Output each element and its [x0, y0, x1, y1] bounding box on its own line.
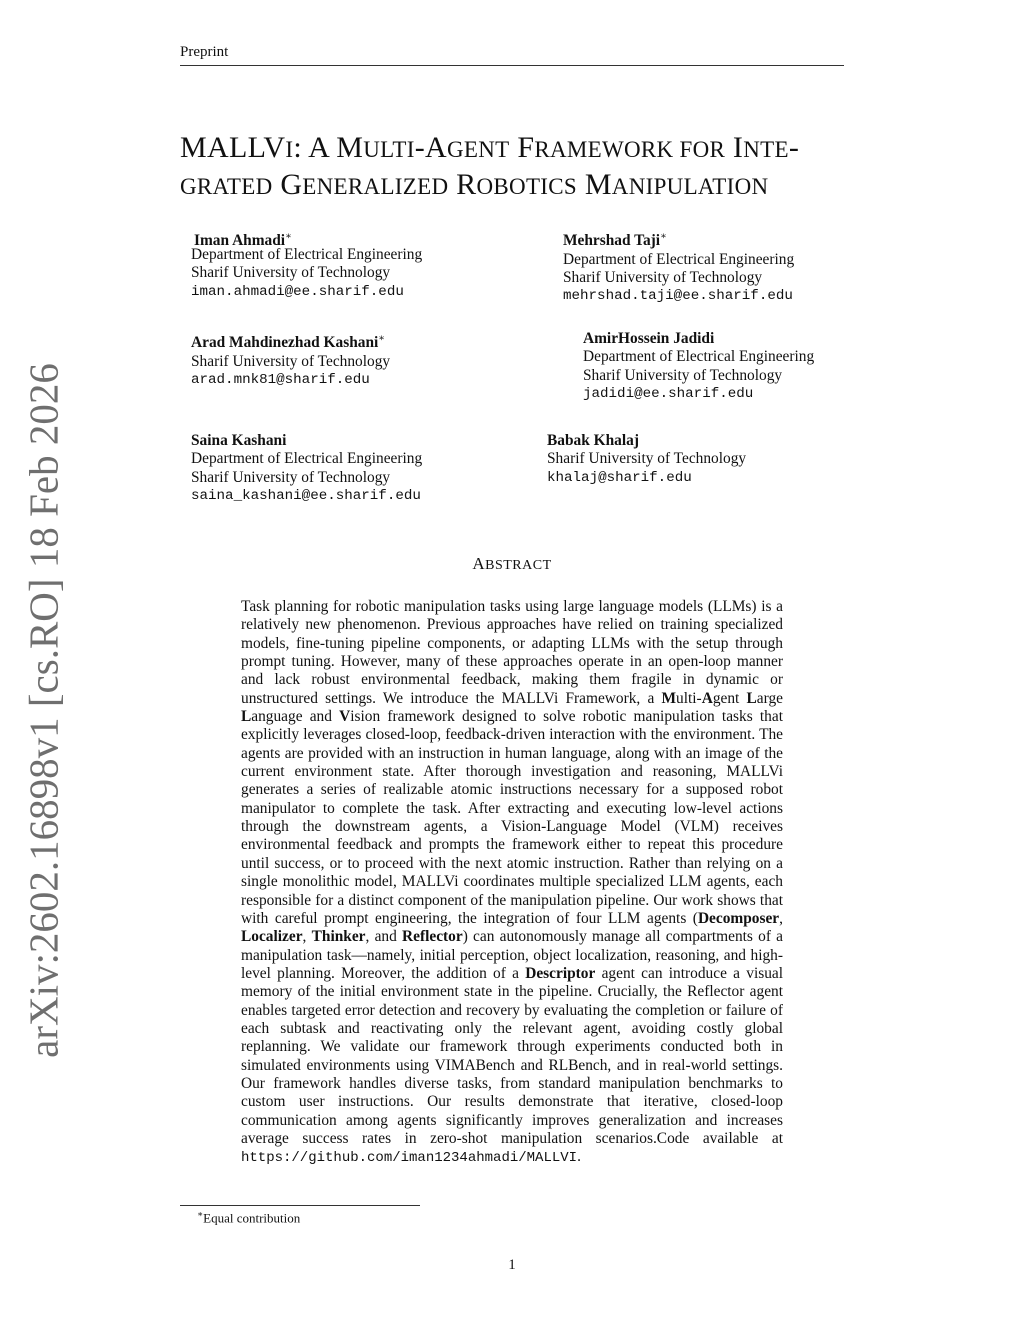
author-university: Sharif University of Technology: [563, 268, 763, 286]
author-department: Department of Electrical Engineering: [563, 250, 795, 268]
abstract-text: ision framework designed to solve robotic manipulation tasks that explicitly leverages closed-loop, feedback-driven interaction with the environment. The agents are provided with an instruction in human language, along with an image of the current environment state. After thorough investigation and reasoning, MALLVi generates a series of realizable atomic instructions necessary for a supposed robot manipulator to complete the task. After extracting and executing low-level actions through the downstream agents, a Vision-Language Model (VLM) receives environmental feedback and prompts the framework either to repeat this procedure until success, or to proceed with the next atomic instruction. Rather than relying on a single monolithic model, MALLVi coordinates multiple specialized LLM agents, each responsible for a distinct component of the manipulation pipeline. Our work shows that with careful prompt engineering, the integration of four LLM agents (: [241, 708, 783, 927]
author-email: iman.ahmadi@ee.sharif.edu: [191, 283, 404, 300]
running-header: Preprint: [180, 44, 229, 60]
abstract-body: [241, 598, 783, 1168]
author-email: mehrshad.taji@ee.sharif.edu: [563, 288, 793, 305]
title-segment: -A: [414, 131, 447, 164]
bold-term: V: [339, 708, 351, 726]
abstract-text: , and: [365, 928, 403, 946]
author-affiliation: [191, 246, 422, 301]
page-number: 1: [508, 1257, 516, 1273]
title-segment: : A M: [293, 131, 364, 164]
title-segment: I: [285, 137, 294, 162]
author-university: Sharif University of Technology: [191, 468, 391, 486]
author-department: Department of Electrical Engineering: [191, 246, 423, 263]
bold-term: M: [661, 689, 677, 707]
title-segment: ULTI: [363, 137, 415, 162]
title-segment: -: [788, 131, 800, 164]
abstract-text: gent: [712, 689, 747, 707]
abstract-text: ulti-: [676, 689, 702, 707]
arxiv-identifier-stamp: arXiv:2602.16898v1 [cs.RO] 18 Feb 2026: [20, 363, 67, 1058]
author-block: [563, 228, 794, 306]
bold-term: Reflector: [402, 928, 463, 946]
author-name: Arad Mahdinezhad Kashani: [191, 334, 379, 352]
author-email: arad.mnk81@sharif.edu: [191, 371, 370, 388]
abstract-text: Task planning for robotic manipulation tasks using large language models (LLMs) is a relatively new phenomenon. Previous approaches have relied on training specialized models, fine-tuning pipeline components, or adapting LLMs with the setup through prompt tuning. However, many of these approaches operate in an open-loop manner and lack robust environmental feedback, making them fragile in dynamic or unstructured settings. We introduce the MALLVi Framework, a: [241, 598, 783, 707]
paper-title-line-1: [180, 133, 799, 163]
abstract-text: arge: [756, 689, 783, 707]
title-segment: R: [448, 168, 477, 201]
title-segment: ENERALIZED: [302, 174, 449, 199]
title-segment: GENT: [446, 137, 510, 162]
author-block: [547, 432, 746, 487]
code-link[interactable]: https://github.com/iman1234ahmadi/MALLVI: [241, 1150, 578, 1167]
author-email: saina_kashani@ee.sharif.edu: [191, 488, 421, 505]
author-university: Sharif University of Technology: [583, 366, 783, 384]
author-name: Babak Khalaj: [547, 432, 639, 449]
author-name: AmirHossein Jadidi: [583, 330, 715, 347]
author-email: jadidi@ee.sharif.edu: [583, 386, 754, 403]
title-segment: F: [509, 131, 535, 164]
abstract-heading: [0, 554, 1024, 574]
author-block: [583, 330, 814, 404]
title-segment: ANIPULATION: [611, 174, 769, 199]
author-department: Department of Electrical Engineering: [191, 450, 423, 468]
author-department: Department of Electrical Engineering: [583, 348, 815, 366]
author-university: Sharif University of Technology: [547, 450, 747, 468]
paper-title-line-2: [180, 170, 768, 200]
abstract-text: ,: [779, 909, 783, 927]
abstract-text: agent can introduce a visual memory of the initial environment state in the pipeline. Crucially, the Reflector agent enables targeted error detection and recovery by evaluating the completion or failure of each subtask and reactivating only the relevant agent, avoiding costly global replanning. We validate our framework through experiments conducted both in simulated environments using VIMABench and RLBench, and in real-world settings. Our framework handles diverse tasks, from standard manipulation benchmarks to custom user instructions. Our results demonstrate that iterative, closed-loop communication among agents significantly improves generalization and increases average success rates in zero-shot manipulation scenarios.Code available at: [241, 964, 784, 1147]
footnote-text: Equal contribution: [203, 1210, 301, 1226]
abstract-heading-initial: A: [472, 554, 486, 573]
bold-term: L: [746, 689, 757, 707]
equal-contribution-mark: ∗: [660, 231, 667, 242]
bold-term: Thinker: [311, 928, 366, 946]
author-email: khalaj@sharif.edu: [547, 469, 692, 486]
title-segment: M: [577, 168, 612, 201]
bold-term: A: [701, 689, 713, 707]
author-name: Iman Ahmadi: [194, 232, 286, 250]
title-segment: I: [725, 131, 744, 164]
title-segment: NTE: [743, 137, 789, 162]
bold-term: Localizer: [241, 928, 303, 946]
title-segment: OBOTICS: [476, 174, 578, 199]
title-segment: G: [272, 168, 303, 201]
abstract-text: anguage and: [251, 708, 340, 726]
author-university: Sharif University of Technology: [191, 352, 391, 370]
equal-contribution-mark: ∗: [285, 231, 292, 242]
abstract-heading-rest: BSTRACT: [485, 558, 552, 573]
author-block: [191, 432, 422, 506]
equal-contribution-mark: ∗: [378, 333, 386, 344]
author-block: [191, 330, 390, 389]
author-university: Sharif University of Technology: [191, 264, 391, 282]
title-segment: RAMEWORK FOR: [534, 137, 726, 162]
title-segment: MALLV: [180, 131, 286, 164]
header-rule: [180, 65, 844, 66]
author-name: Saina Kashani: [191, 432, 287, 449]
abstract-text: ,: [302, 928, 312, 946]
bold-term: Descriptor: [525, 964, 596, 982]
footnote-mark: ∗: [197, 1209, 204, 1219]
abstract-text: ) can autonomously manage all compartments of a manipulation task—namely, initial perception, object localization, reasoning, and high-level planning. Moreover, the addition of a: [241, 928, 784, 982]
author-name: Mehrshad Taji: [563, 232, 661, 250]
footnote: [197, 1209, 300, 1226]
footnote-rule: [180, 1205, 420, 1206]
bold-term: L: [241, 708, 252, 726]
bold-term: Decomposer: [697, 909, 780, 927]
title-segment: GRATED: [180, 174, 273, 199]
abstract-text: .: [577, 1148, 581, 1166]
